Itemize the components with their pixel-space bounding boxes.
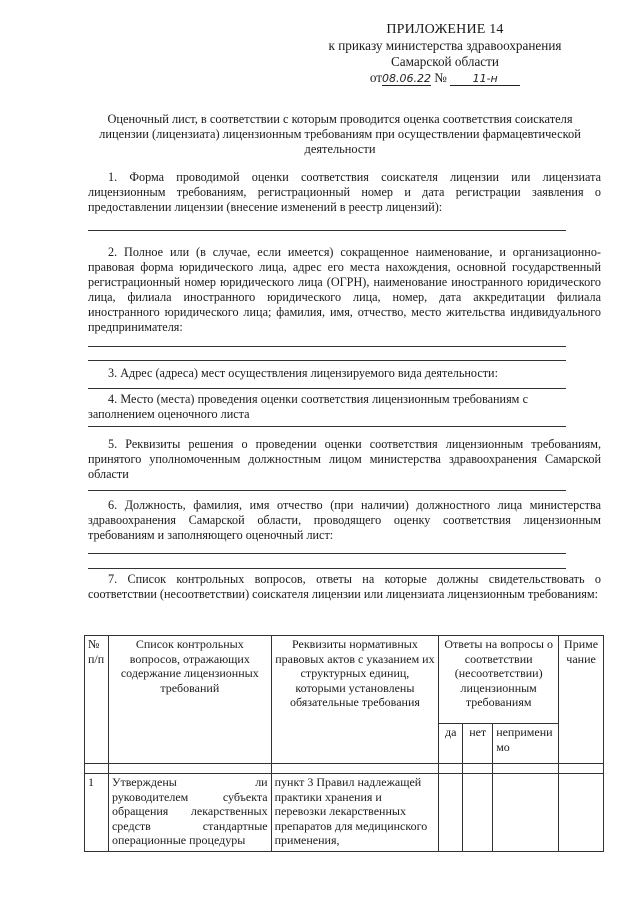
row-requisite: пункт 3 Правил надлежащей практики хранения и перевозки лекарственных препаратов для медицинского применения,	[271, 774, 439, 852]
header-requisites: Реквизиты нормативных правовых актов с указанием их структурных единиц, которыми установлены обязательные требования	[271, 636, 439, 764]
date-prefix: от	[369, 70, 382, 85]
fill-line	[88, 388, 566, 389]
header-answers: Ответы на вопросы о соответствии (несоответствии) лицензионным требованиям	[439, 636, 559, 724]
section-6-text: 6. Должность, фамилия, имя отчество (при наличии) должностного лица министерства здравоохранения Самарской области, проводящего оценку соответствия лицензионным требованиям и заполняющего оценочный лист:	[88, 498, 601, 542]
header-number: № п/п	[85, 636, 109, 764]
appendix-title: ПРИЛОЖЕНИЕ 14	[386, 22, 504, 37]
section-7-text: 7. Список контрольных вопросов, ответы на которые должны свидетельствовать о соответствии (несоответствии) соискателя лицензии или лицензиата лицензионным требованиям:	[88, 572, 601, 601]
header-note: Примечание	[559, 636, 604, 764]
section-1-text: 1. Форма проводимой оценки соответствия соискателя лицензии или лицензиата лицензионным требованиям, регистрационный номер и дата регистрации заявления о предоставлении лицензии (внесение изменений в реестр лицензий):	[88, 170, 601, 214]
row-answer-no	[463, 774, 493, 852]
header-not-applicable: неприменимо	[493, 724, 559, 764]
spacer-row	[85, 764, 604, 774]
row-question: Утверждены ли руководителем субъекта обращения лекарственных средств стандартные операционные процедуры	[108, 774, 271, 852]
header-no: нет	[463, 724, 493, 764]
section-3-text: 3. Адрес (адреса) мест осуществления лицензируемого вида деятельности:	[108, 366, 498, 380]
document-title: Оценочный лист, в соответствии с которым проводится оценка соответствия соискателя лицензии (лицензиата) лицензионным требованиям при осуществлении фармацевтической деятельности	[99, 112, 581, 156]
table-row	[85, 774, 604, 852]
header-yes: да	[439, 724, 463, 764]
checklist-table	[84, 635, 604, 852]
fill-line	[88, 568, 566, 569]
row-note	[559, 774, 604, 852]
fill-line	[88, 360, 566, 361]
table-header-row	[85, 636, 604, 724]
fill-line	[88, 553, 566, 554]
header-questions: Список контрольных вопросов, отражающих содержание лицензионных требований	[108, 636, 271, 764]
section-2-text: 2. Полное или (в случае, если имеется) сокращенное наименование, и организационно-правовая форма юридического лица, адрес его места нахождения, основной государственный регистрационный номер юридического лица (ОГРН), наименование иностранного юридического лица, филиала иностранного юридического лица, номер, дата аккредитации филиала иностранного юридического лица; фамилия, имя, отчество, место жительства индивидуального предпринимателя:	[88, 245, 601, 334]
appendix-region-line: Самарской области	[391, 54, 499, 69]
fill-line	[88, 230, 566, 231]
appendix-header	[300, 22, 590, 86]
section-5-text: 5. Реквизиты решения о проведении оценки соответствия лицензионным требованиям, принятого уполномоченным должностным лицом министерства здравоохранения Самарской области	[88, 437, 601, 481]
row-number: 1	[85, 774, 109, 852]
fill-line	[88, 426, 566, 427]
fill-line	[88, 490, 566, 491]
handwritten-number: 11-н	[450, 72, 520, 86]
section-4-text: 4. Место (места) проведения оценки соответствия лицензионным требованиям с заполнением оценочного листа	[88, 392, 528, 421]
row-answer-na	[493, 774, 559, 852]
number-prefix: №	[434, 70, 447, 85]
appendix-date-line	[300, 70, 590, 86]
fill-line	[88, 346, 566, 347]
handwritten-date: 08.06.22	[382, 72, 431, 85]
row-answer-yes	[439, 774, 463, 852]
appendix-order-line: к приказу министерства здравоохранения	[328, 38, 562, 53]
